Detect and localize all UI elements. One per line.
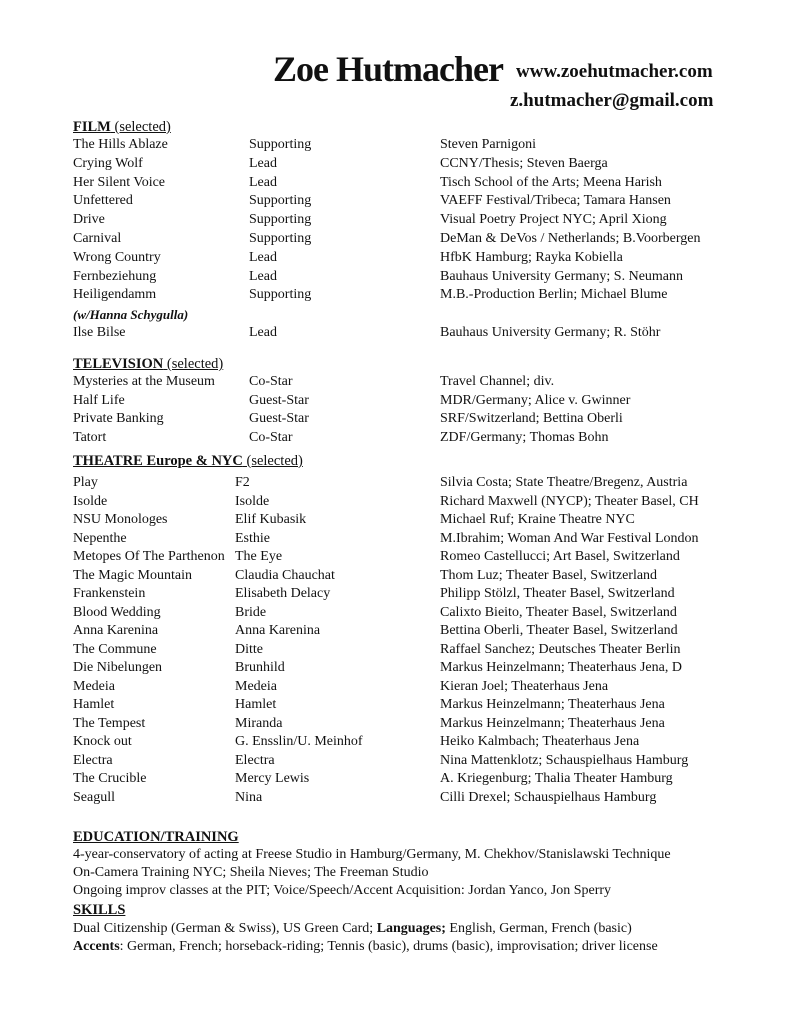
- film-role: Lead: [249, 174, 277, 190]
- theatre-row: [0, 604, 791, 623]
- film-credit: M.B.-Production Berlin; Michael Blume: [440, 287, 668, 303]
- film-row: [0, 211, 791, 230]
- tv-title: Mysteries at the Museum: [73, 374, 215, 389]
- theatre-role: Medeia: [235, 678, 277, 694]
- film-title: Heiligendamm: [73, 287, 157, 303]
- theatre-role: Elif Kubasik: [235, 512, 307, 527]
- tv-role: Guest-Star: [249, 411, 309, 426]
- film-role: Lead: [249, 268, 277, 284]
- tv-role: Guest-Star: [249, 392, 309, 408]
- theatre-credit: Cilli Drexel; Schauspielhaus Hamburg: [440, 789, 657, 805]
- film-credit: CCNY/Thesis; Steven Baerga: [440, 155, 608, 171]
- film-title: Ilse Bilse: [73, 325, 126, 340]
- theatre-title: Isolde: [73, 493, 108, 509]
- theatre-row: [0, 511, 791, 530]
- tv-title: Half Life: [73, 392, 125, 408]
- skills-heading: SKILLS: [73, 902, 126, 918]
- theatre-credit: Nina Mattenklotz; Schauspielhaus Hamburg: [440, 752, 689, 768]
- tv-row: [0, 373, 791, 392]
- film-credit: Visual Poetry Project NYC; April Xiong: [440, 212, 667, 228]
- television-heading: TELEVISION (selected): [73, 356, 224, 372]
- theatre-credit: Michael Ruf; Kraine Theatre NYC: [440, 512, 635, 527]
- theatre-role: Mercy Lewis: [235, 771, 310, 786]
- theatre-row: [0, 733, 791, 752]
- film-credit: VAEFF Festival/Tribeca; Tamara Hansen: [440, 193, 671, 209]
- film-row: [0, 136, 791, 155]
- education-line: 4-year-conservatory of acting at Freese Studio in Hamburg/Germany, M. Chekhov/Stanislawski Technique: [73, 847, 671, 862]
- theatre-role: Nina: [235, 789, 263, 805]
- tv-credit: Travel Channel; div.: [440, 374, 555, 389]
- tv-row: [0, 410, 791, 429]
- theatre-title: Blood Wedding: [73, 604, 161, 620]
- theatre-title: Play: [73, 475, 98, 490]
- theatre-title: Seagull: [73, 789, 115, 805]
- film-heading: FILM (selected): [73, 119, 171, 135]
- theatre-title: Anna Karenina: [73, 623, 159, 638]
- theatre-credit: Thom Luz; Theater Basel, Switzerland: [440, 567, 658, 583]
- theatre-heading: THEATRE Europe & NYC (selected): [73, 453, 303, 469]
- film-role: Supporting: [249, 137, 312, 152]
- film-title: Her Silent Voice: [73, 174, 166, 190]
- tv-title: Tatort: [73, 429, 107, 445]
- theatre-role: F2: [235, 475, 250, 490]
- theatre-credit: Romeo Castellucci; Art Basel, Switzerland: [440, 549, 680, 564]
- theatre-role: Esthie: [235, 530, 270, 546]
- theatre-role: Electra: [235, 752, 275, 768]
- theatre-credit: Silvia Costa; State Theatre/Bregenz, Austria: [440, 475, 688, 490]
- film-title: Carnival: [73, 231, 122, 246]
- film-note: (w/Hanna Schygulla): [73, 307, 189, 322]
- film-role: Supporting: [249, 287, 312, 303]
- film-role: Supporting: [249, 212, 312, 228]
- film-row: [0, 230, 791, 249]
- theatre-row: [0, 474, 791, 493]
- film-role: Lead: [249, 155, 277, 171]
- theatre-row: [0, 770, 791, 789]
- theatre-row: [0, 530, 791, 549]
- education-line: On-Camera Training NYC; Sheila Nieves; The Freeman Studio: [73, 865, 429, 880]
- theatre-row: [0, 622, 791, 641]
- theatre-title: NSU Monologes: [73, 512, 168, 527]
- theatre-row: [0, 585, 791, 604]
- education-heading: EDUCATION/TRAINING: [73, 829, 239, 845]
- theatre-title: Die Nibelungen: [73, 660, 163, 675]
- theatre-row: [0, 715, 791, 734]
- theatre-title: Electra: [73, 752, 113, 768]
- theatre-row: [0, 752, 791, 771]
- theatre-role: Brunhild: [235, 660, 285, 675]
- theatre-row: [0, 659, 791, 678]
- film-title: Drive: [73, 212, 105, 228]
- theatre-row: [0, 548, 791, 567]
- theatre-row: [0, 493, 791, 512]
- theatre-credit: M.Ibrahim; Woman And War Festival London: [440, 530, 699, 546]
- tv-role: Co-Star: [249, 374, 293, 389]
- theatre-role: Claudia Chauchat: [235, 567, 335, 583]
- tv-credit: SRF/Switzerland; Bettina Oberli: [440, 411, 623, 426]
- film-row: [0, 192, 791, 211]
- film-credit: Bauhaus University Germany; S. Neumann: [440, 268, 684, 284]
- theatre-title: The Tempest: [73, 715, 146, 731]
- film-credit: Bauhaus University Germany; R. Stöhr: [440, 325, 661, 340]
- theatre-row: [0, 678, 791, 697]
- theatre-row: [0, 641, 791, 660]
- tv-role: Co-Star: [249, 429, 293, 445]
- film-credit: DeMan & DeVos / Netherlands; B.Voorbergen: [440, 231, 701, 246]
- theatre-role: G. Ensslin/U. Meinhof: [235, 734, 363, 749]
- education-line: Ongoing improv classes at the PIT; Voice/Speech/Accent Acquisition: Jordan Yanco, Jon Sperry: [73, 883, 612, 898]
- theatre-role: Bride: [235, 604, 267, 620]
- film-credit: HfbK Hamburg; Rayka Kobiella: [440, 249, 623, 265]
- skills-line-citizenship: Dual Citizenship (German & Swiss), US Green Card; Languages; English, German, French (basic): [73, 921, 632, 936]
- theatre-title: Hamlet: [73, 697, 115, 712]
- theatre-credit: Calixto Bieito, Theater Basel, Switzerland: [440, 604, 677, 620]
- film-row: [0, 324, 791, 343]
- theatre-credit: Heiko Kalmbach; Theaterhaus Jena: [440, 734, 640, 749]
- actor-name: Zoe Hutmacher: [273, 49, 503, 89]
- theatre-credit: Philipp Stölzl, Theater Basel, Switzerland: [440, 586, 675, 601]
- film-credit: Tisch School of the Arts; Meena Harish: [440, 174, 662, 190]
- film-role: Supporting: [249, 231, 312, 246]
- email-link[interactable]: z.hutmacher@gmail.com: [510, 90, 714, 111]
- website-link[interactable]: www.zoehutmacher.com: [516, 61, 713, 82]
- theatre-credit: Raffael Sanchez; Deutsches Theater Berlin: [440, 641, 681, 657]
- theatre-credit: Markus Heinzelmann; Theaterhaus Jena: [440, 715, 665, 731]
- theatre-title: Nepenthe: [73, 530, 127, 546]
- film-role: Lead: [249, 325, 277, 340]
- theatre-title: Knock out: [73, 734, 132, 749]
- tv-row: [0, 429, 791, 448]
- film-title: Fernbeziehung: [73, 268, 157, 284]
- film-credit: Steven Parnigoni: [440, 137, 537, 152]
- tv-credit: ZDF/Germany; Thomas Bohn: [440, 429, 609, 445]
- theatre-title: The Magic Mountain: [73, 567, 192, 583]
- film-title: Wrong Country: [73, 249, 161, 265]
- theatre-role: Elisabeth Delacy: [235, 586, 331, 601]
- theatre-role: The Eye: [235, 549, 283, 564]
- skills-line-accents: Accents: German, French; horseback-riding; Tennis (basic), drums (basic), improvisation; driver license: [73, 939, 658, 954]
- film-row: [0, 268, 791, 287]
- film-title: The Hills Ablaze: [73, 137, 168, 152]
- film-row: [0, 286, 791, 305]
- film-row: [0, 155, 791, 174]
- theatre-title: Frankenstein: [73, 586, 146, 601]
- theatre-role: Miranda: [235, 715, 283, 731]
- theatre-role: Isolde: [235, 493, 270, 509]
- theatre-credit: Markus Heinzelmann; Theaterhaus Jena, D: [440, 660, 682, 675]
- theatre-role: Ditte: [235, 641, 263, 657]
- tv-title: Private Banking: [73, 411, 164, 426]
- theatre-credit: Markus Heinzelmann; Theaterhaus Jena: [440, 697, 665, 712]
- film-title: Unfettered: [73, 193, 133, 209]
- tv-row: [0, 392, 791, 411]
- film-role: Lead: [249, 249, 277, 265]
- theatre-credit: Kieran Joel; Theaterhaus Jena: [440, 678, 609, 694]
- film-row: [0, 174, 791, 193]
- theatre-row: [0, 567, 791, 586]
- theatre-title: The Commune: [73, 641, 157, 657]
- film-role: Supporting: [249, 193, 312, 209]
- theatre-role: Anna Karenina: [235, 623, 321, 638]
- theatre-credit: A. Kriegenburg; Thalia Theater Hamburg: [440, 771, 673, 786]
- film-title: Crying Wolf: [73, 155, 143, 171]
- theatre-credit: Richard Maxwell (NYCP); Theater Basel, CH: [440, 493, 699, 509]
- theatre-row: [0, 696, 791, 715]
- theatre-role: Hamlet: [235, 697, 277, 712]
- tv-credit: MDR/Germany; Alice v. Gwinner: [440, 392, 631, 408]
- film-row: [0, 249, 791, 268]
- theatre-title: The Crucible: [73, 771, 147, 786]
- theatre-credit: Bettina Oberli, Theater Basel, Switzerland: [440, 623, 678, 638]
- theatre-row: [0, 789, 791, 808]
- theatre-title: Metopes Of The Parthenon: [73, 549, 225, 564]
- theatre-title: Medeia: [73, 678, 115, 694]
